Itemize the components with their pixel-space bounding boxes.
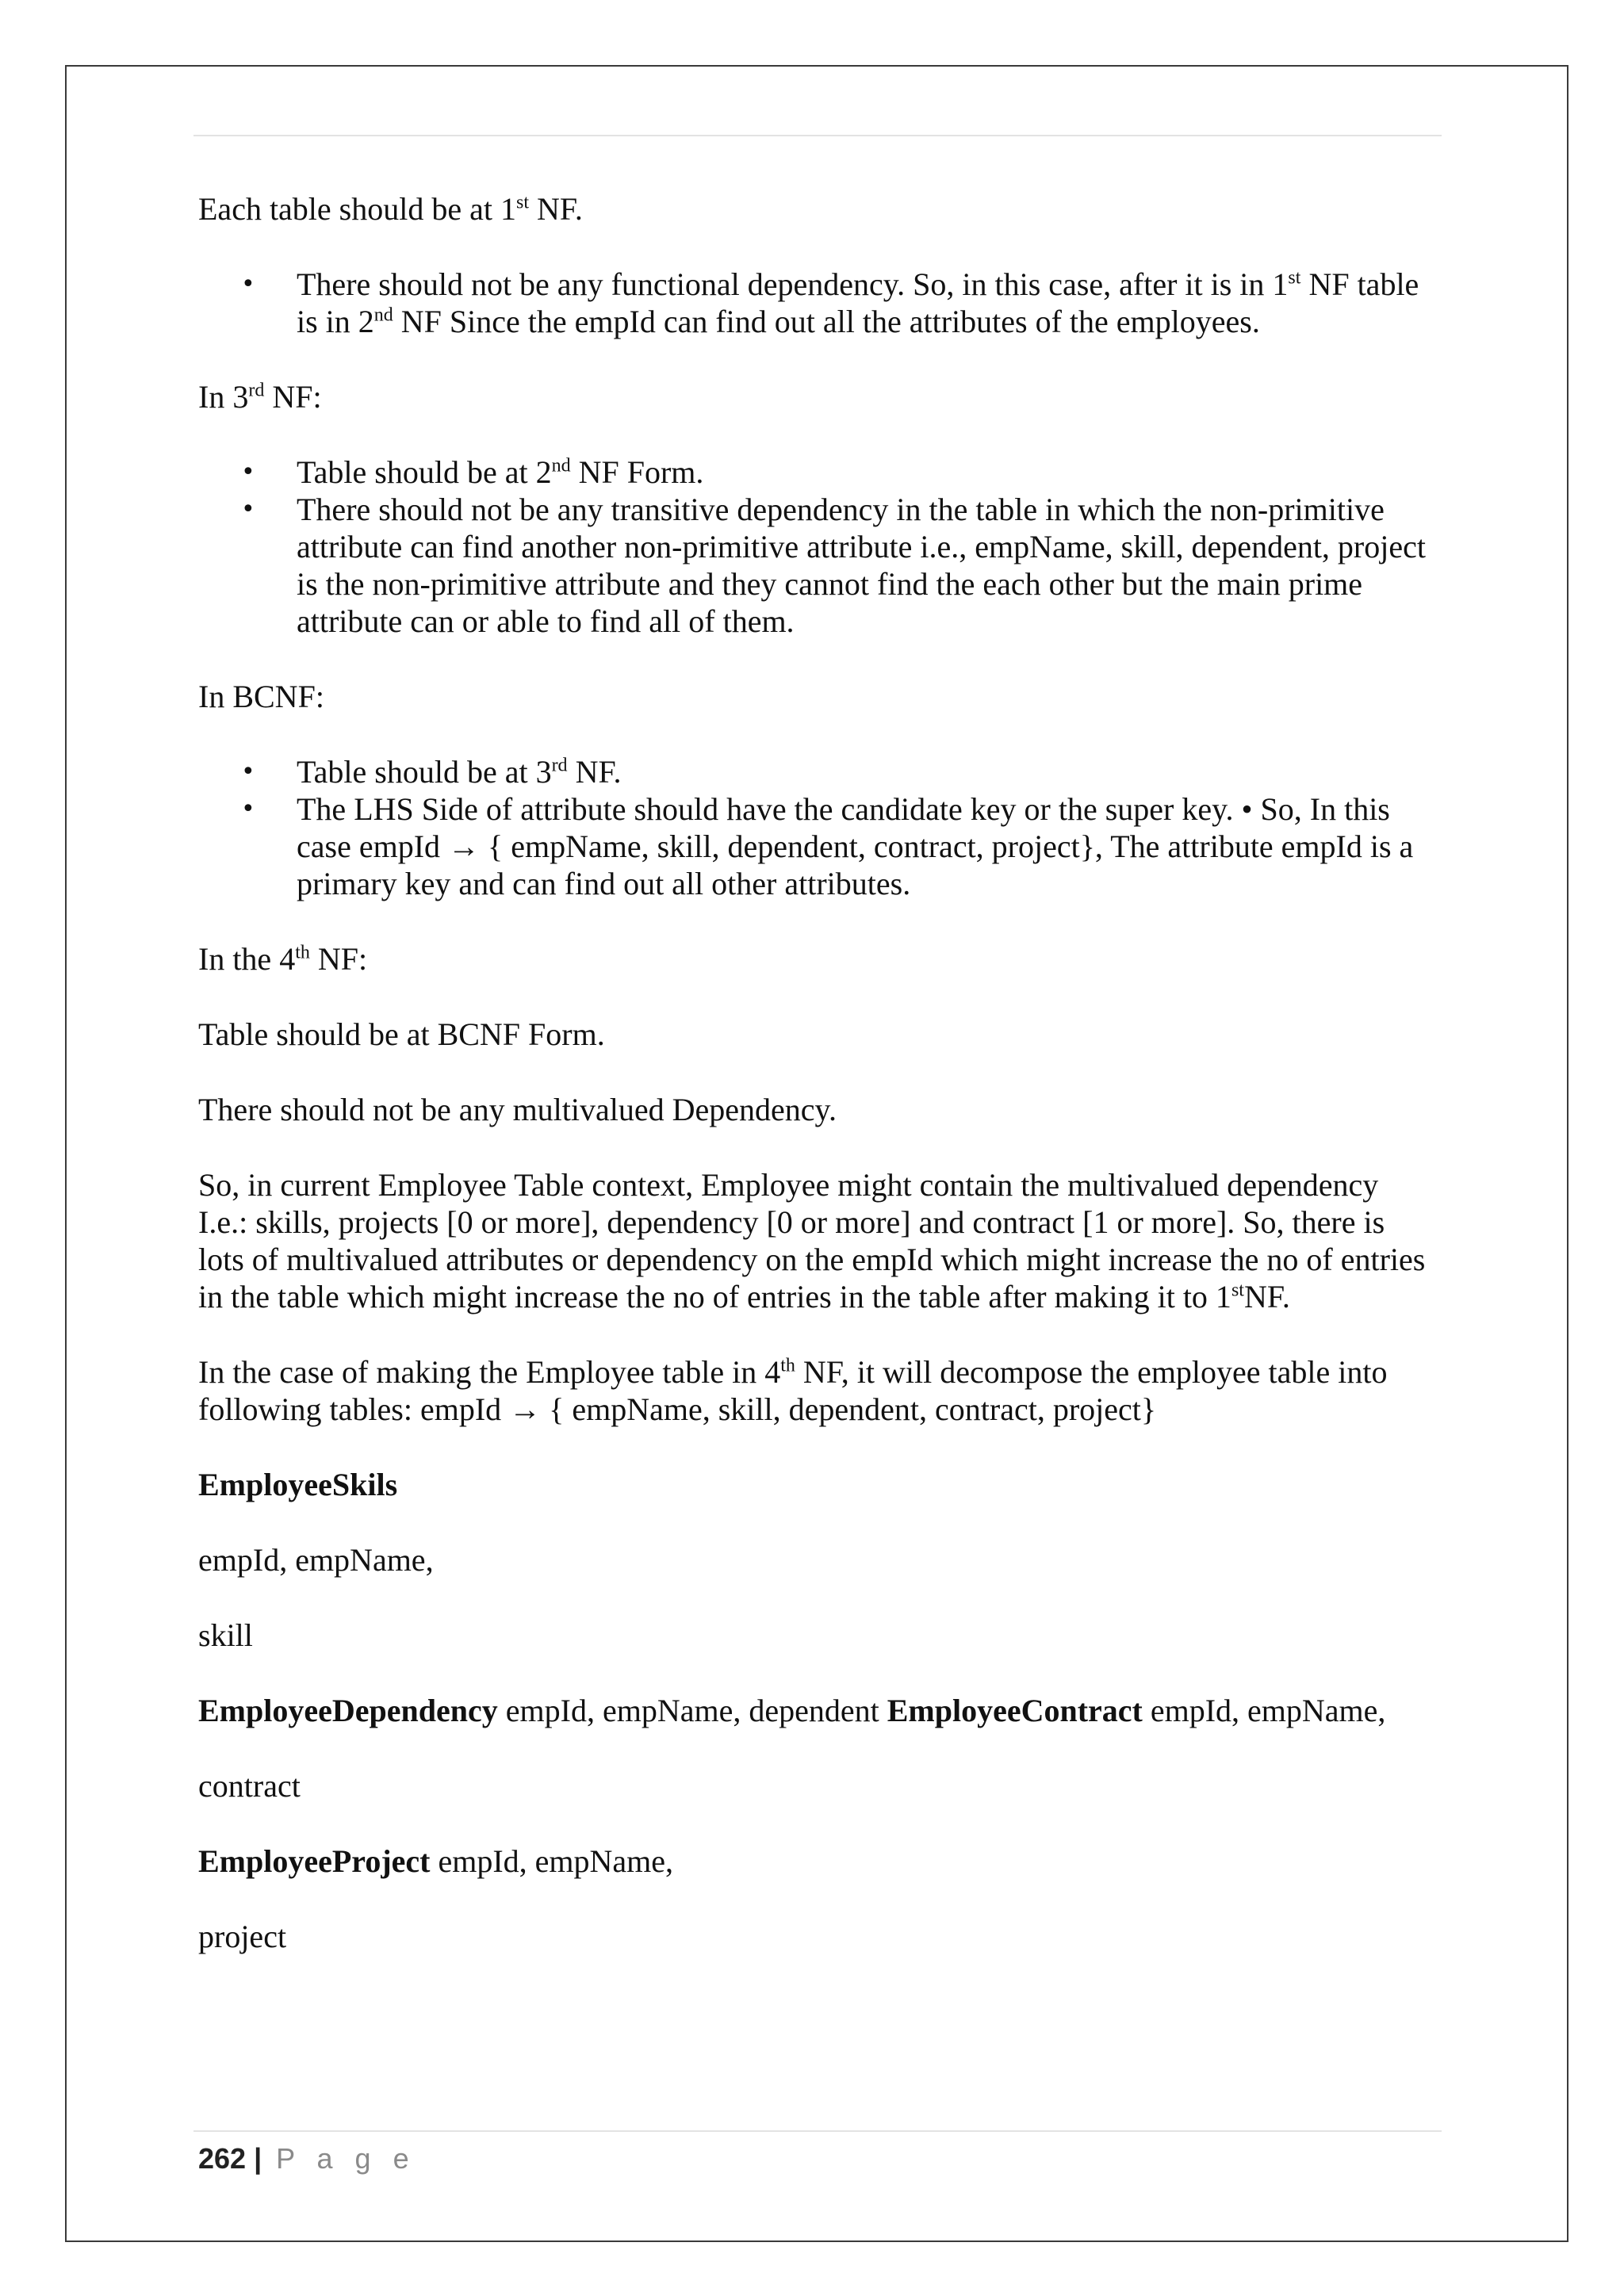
paragraph: contract	[198, 1768, 301, 1804]
bullet-list	[198, 753, 1435, 902]
section-heading: In 3rd NF:	[198, 379, 322, 415]
paragraph: project	[198, 1919, 287, 1954]
paragraph: skill	[198, 1617, 253, 1653]
table-name: EmployeeContract	[887, 1693, 1143, 1728]
list-item: • There should not be any functional dependency. So, in this case, after it is in 1st NF table is in 2nd NF Since the empId can find out all the attributes of the employees.	[297, 266, 1435, 340]
document-body	[198, 190, 1435, 1993]
page-number: 262	[198, 2142, 247, 2175]
paragraph: So, in current Employee Table context, Employee might contain the multivalued dependency I.e.: skills, projects [0 or more], dependency [0 or more] and contract [1 or more]. So, there is lots of multivalued attributes or dependency on the empId which might increase the no of entries in the table which might increase the no of entries in the table after making it to 1stNF.	[198, 1167, 1426, 1314]
header-rule	[193, 135, 1442, 136]
paragraph: EmployeeDependency empId, empName, dependent EmployeeContract empId, empName,	[198, 1693, 1386, 1728]
paragraph: empId, empName,	[198, 1542, 434, 1578]
paragraph: In the case of making the Employee table in 4th NF, it will decompose the employee table into following tables: empId → { empName, skill, dependent, contract, project}	[198, 1354, 1388, 1427]
paragraph: Each table should be at 1st NF.	[198, 191, 583, 227]
list-item: • The LHS Side of attribute should have the candidate key or the super key. • So, In this case empId → { empName, skill, dependent, contract, project}, The attribute empId is a primary key and can find out all other attributes.	[297, 790, 1435, 902]
table-name: EmployeeProject	[198, 1843, 431, 1879]
footer-separator: |	[246, 2142, 270, 2175]
section-heading: In the 4th NF:	[198, 941, 368, 977]
paragraph: There should not be any multivalued Dependency.	[198, 1092, 837, 1127]
table-name: EmployeeSkils	[198, 1467, 398, 1502]
bullet-list	[198, 266, 1435, 340]
page-label: P a g e	[276, 2142, 416, 2175]
paragraph: Table should be at BCNF Form.	[198, 1016, 605, 1052]
page-footer	[198, 2142, 416, 2175]
list-item: • Table should be at 2nd NF Form.	[297, 453, 1435, 491]
bullet-list	[198, 453, 1435, 640]
section-heading: In BCNF:	[198, 679, 324, 714]
list-item: • Table should be at 3rd NF.	[297, 753, 1435, 790]
list-item: • There should not be any transitive dependency in the table in which the non-primitive attribute can find another non-primitive attribute i.e., empName, skill, dependent, project is the non-primitive attribute and they cannot find the each other but the main prime attribute can or able to find all of them.	[297, 491, 1435, 640]
paragraph: EmployeeProject empId, empName,	[198, 1843, 674, 1879]
table-name: EmployeeDependency	[198, 1693, 498, 1728]
footer-rule	[193, 2130, 1442, 2132]
